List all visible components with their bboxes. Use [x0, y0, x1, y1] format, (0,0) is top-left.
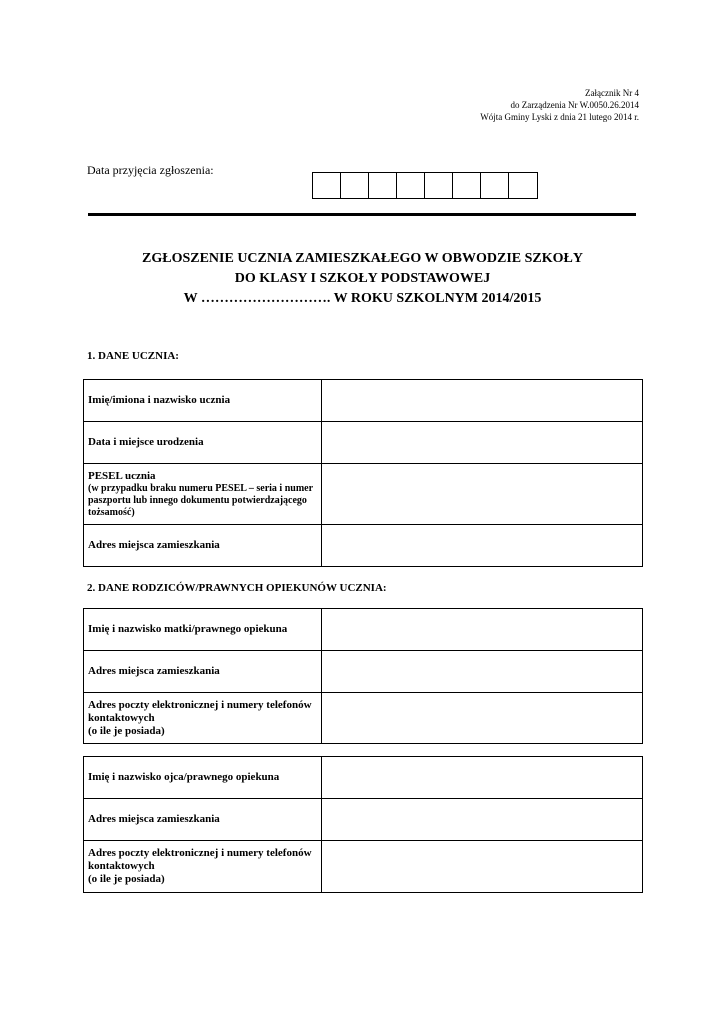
father-contact-field[interactable]: [322, 841, 643, 893]
date-box[interactable]: [425, 173, 453, 198]
table-row: [84, 757, 643, 799]
mother-data-table: [83, 608, 643, 744]
date-box[interactable]: [369, 173, 397, 198]
table-row: [84, 841, 643, 893]
annex-line-2: do Zarządzenia Nr W.0050.26.2014: [510, 100, 639, 110]
birth-date-place-label: Data i miejsce urodzenia: [84, 422, 322, 464]
pesel-note: (w przypadku braku numeru PESEL – seria i numer paszportu lub innego dokumentu potwierdzającego tożsamość): [88, 482, 313, 518]
pesel-field[interactable]: [322, 464, 643, 525]
table-row: [84, 799, 643, 841]
annex-line-3: Wójta Gminy Lyski z dnia 21 lutego 2014 r.: [480, 112, 639, 122]
date-box[interactable]: [397, 173, 425, 198]
table-row: [84, 651, 643, 693]
date-box[interactable]: [453, 173, 481, 198]
pesel-label-cell: [84, 464, 322, 525]
table-row: [84, 525, 643, 567]
father-address-field[interactable]: [322, 799, 643, 841]
date-box[interactable]: [313, 173, 341, 198]
pesel-label: PESEL ucznia: [88, 469, 156, 482]
mother-address-label: Adres miejsca zamieszkania: [84, 651, 322, 693]
student-address-field[interactable]: [322, 525, 643, 567]
section-parents-heading: 2. DANE RODZICÓW/PRAWNYCH OPIEKUNÓW UCZNIA:: [87, 582, 387, 594]
annex-note: [339, 87, 639, 123]
mother-contact-field[interactable]: [322, 693, 643, 744]
table-row: [84, 380, 643, 422]
mother-address-field[interactable]: [322, 651, 643, 693]
date-box[interactable]: [481, 173, 509, 198]
student-name-label: Imię/imiona i nazwisko ucznia: [84, 380, 322, 422]
mother-name-label: Imię i nazwisko matki/prawnego opiekuna: [84, 609, 322, 651]
table-row: [84, 693, 643, 744]
date-box[interactable]: [341, 173, 369, 198]
table-row: [84, 464, 643, 525]
mother-name-field[interactable]: [322, 609, 643, 651]
birth-date-place-field[interactable]: [322, 422, 643, 464]
date-box[interactable]: [509, 173, 537, 198]
father-data-table: [83, 756, 643, 893]
father-name-label: Imię i nazwisko ojca/prawnego opiekuna: [84, 757, 322, 799]
father-contact-note: (o ile je posiada): [88, 873, 165, 885]
table-row: [84, 609, 643, 651]
father-name-field[interactable]: [322, 757, 643, 799]
student-data-table: [83, 379, 643, 567]
mother-contact-note: (o ile je posiada): [88, 724, 165, 737]
father-address-label: Adres miejsca zamieszkania: [84, 799, 322, 841]
form-title-line-2: DO KLASY I SZKOŁY PODSTAWOWEJ: [234, 271, 491, 286]
annex-line-1: Załącznik Nr 4: [585, 88, 639, 98]
student-address-label: Adres miejsca zamieszkania: [84, 525, 322, 567]
form-title-line-1: ZGŁOSZENIE UCZNIA ZAMIESZKAŁEGO W OBWODZIE SZKOŁY: [142, 251, 583, 266]
section-student-heading: 1. DANE UCZNIA:: [87, 350, 179, 362]
form-title-line-3: W ………………………. W ROKU SZKOLNYM 2014/2015: [183, 291, 542, 306]
father-contact-label: Adres poczty elektronicznej i numery telefonów kontaktowych: [88, 847, 312, 872]
father-contact-label-cell: [84, 841, 322, 893]
table-row: [84, 422, 643, 464]
mother-contact-label: Adres poczty elektronicznej i numery telefonów kontaktowych: [88, 698, 312, 724]
student-name-field[interactable]: [322, 380, 643, 422]
header-divider: [88, 213, 636, 216]
date-received-boxes[interactable]: [312, 172, 538, 199]
mother-contact-label-cell: [84, 693, 322, 744]
date-received-label: Data przyjęcia zgłoszenia:: [87, 163, 214, 177]
